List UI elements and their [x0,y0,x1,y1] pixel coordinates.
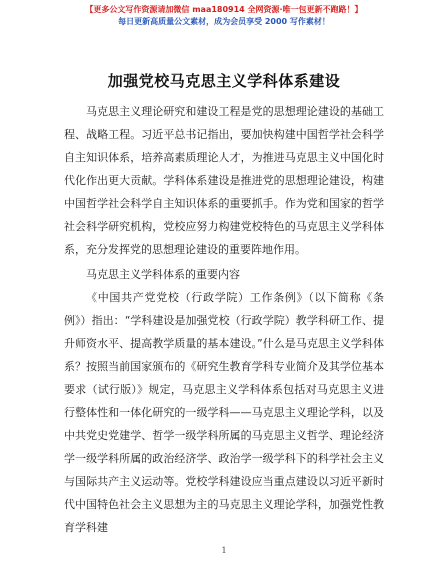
page-number: 1 [221,546,227,555]
promo-banner-line-2: 每日更新高质量公文素材，成为会员享受 2000 写作素材！ [118,17,330,26]
body-paragraph-1: 马克思主义理论研究和建设工程是党的思想理论建设的基础工程、战略工程。习近平总书记指出，要加快构建中国哲学社会科学自主知识体系，培养高素质理论人才，为推进马克思主义中国化时代化作出更大贡献。学科体系建设是推进党的思想理论建设，构建中国哲学社会科学自主知识体系的重要抓手。作为党和国家的哲学社会科学研究机构，党校应努力构建党校特色的马克思主义学科体系，充分发挥党的思想理论建设的重要阵地作用。 [64,105,384,256]
promo-banner [0,4,448,28]
body-paragraph-2: 《中国共产党党校（行政学院）工作条例》（以下简称《条例》）指出：“学科建设是加强党校（行政学院）教学科研工作、提升师资水平、提高教学质量的基本建设。”什么是马克思主义学科体系？按照当前国家颁布的《研究生教育学科专业简介及其学位基本要求（试行版）》规定，马克思主义学科体系包括对马克思主义进行整体性和一体化研究的一级学科——马克思主义理论学科，以及中共党史党建学、哲学一级学科所属的马克思主义哲学、理论经济学一级学科所属的政治经济学、政治学一级学科下的科学社会主义与国际共产主义运动等。党校学科建设应当重点建设以习近平新时代中国特色社会主义思想为主的马克思主义理论学科，加强党性教育学科建 [64,291,384,534]
promo-banner-line-1: 【更多公文写作资源请加微信 maa180914 全网资源·唯一包更新不跑路！】 [85,5,363,14]
section-heading: 马克思主义学科体系的重要内容 [86,268,240,281]
document-body [64,100,384,539]
document-title: 加强党校马克思主义学科体系建设 [107,72,341,90]
